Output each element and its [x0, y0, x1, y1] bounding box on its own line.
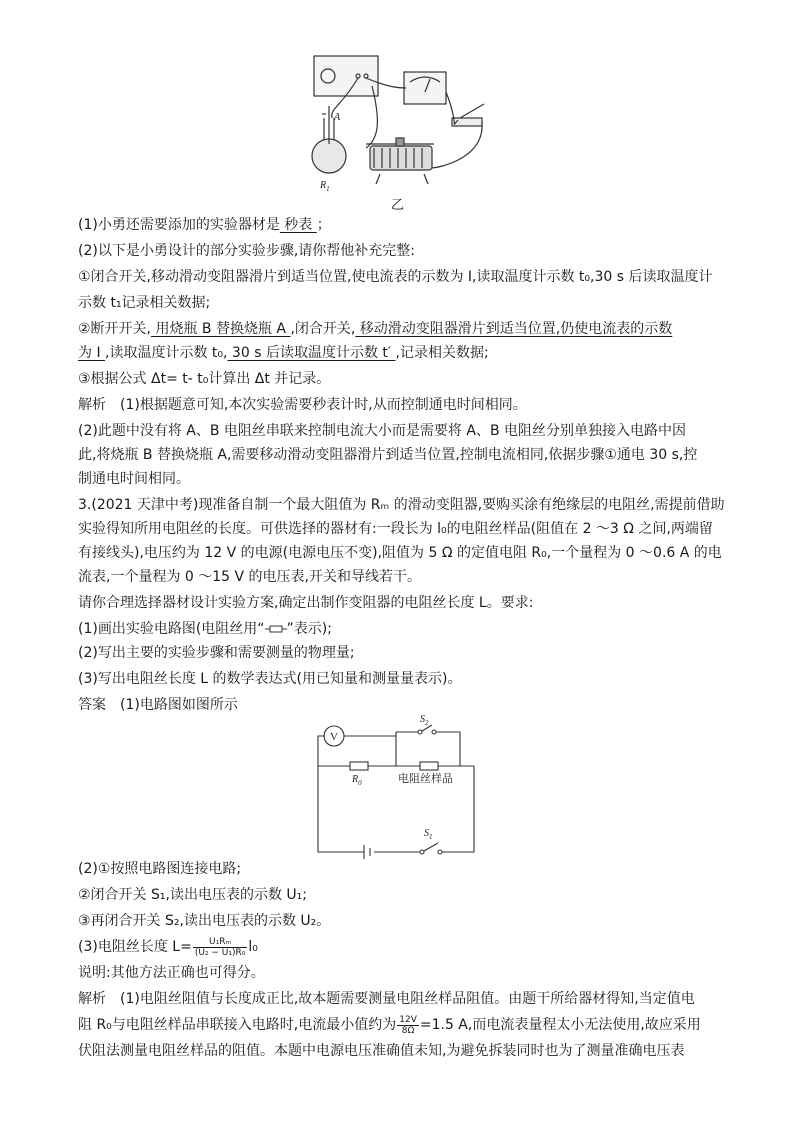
analysis-line: 解析 (1)根据题意可知,本次实验需要秒表计时,从而控制通电时间相同。: [78, 397, 527, 413]
problem3-line: 3.(2021 天津中考)现准备自制一个最大阻值为 Rₘ 的滑动变阻器,要购买涂有绝缘层的电阻丝,需提前借助: [78, 497, 725, 513]
s1-label: $S_1$: [424, 828, 433, 841]
problem3-line: 有接线头),电压约为 12 V 的电源(电源电压不变),阻值为 5 Ω 的定值电阻 R₀,一个量程为 0 ～0.6 A 的电: [78, 545, 722, 561]
requirement-item: (1)画出实验电路图(电阻丝用“ ”表示);: [78, 621, 332, 637]
voltmeter-label: V: [330, 731, 338, 743]
sample-label: 电阻丝样品: [398, 772, 453, 785]
s2-label: $S_2$: [420, 714, 429, 727]
current-fraction: $\frac{12V}{8\Omega}$: [399, 1014, 417, 1036]
problem3-line: 实验得知所用电阻丝的长度。可供选择的器材有:一段长为 l₀的电阻丝样品(阻值在 2 ～3 Ω 之间,两端留: [78, 521, 713, 537]
formula-line: (3)电阻丝长度 L= $\frac{\text{U₁Rₘ}}{\text{(U₂ − U₁)R₀}}$ l₀: [78, 936, 258, 958]
step3-line: ③根据公式 Δt= t- t₀计算出 Δt 并记录。: [78, 371, 331, 387]
answer-step: ③再闭合开关 S₂,读出电压表的示数 U₂。: [78, 913, 331, 929]
q1-line: (1)小勇还需要添加的实验器材是 秒表 ；: [78, 217, 331, 233]
q2-line: (2)以下是小勇设计的部分实验步骤,请你帮他补充完整:: [78, 243, 415, 259]
resistor-symbol-icon: [265, 624, 287, 634]
answer-step: ②闭合开关 S₁,读出电压表的示数 U₁;: [78, 887, 307, 903]
answer-blank: 秒表: [279, 217, 317, 233]
analysis-line: 伏阻法测量电阻丝样品的阻值。本题中电源电压准确值未知,为避免拆装同时也为了测量准确电压表: [78, 1043, 685, 1059]
answer-heading: 答案 (1)电路图如图所示: [78, 697, 238, 713]
problem3-line: 流表,一个量程为 0 ～15 V 的电压表,开关和导线若干。: [78, 569, 421, 585]
r0-label: $R_0$: [352, 774, 362, 787]
step2-line: ②断开开关, 用烧瓶 B 替换烧瓶 A ,闭合开关, 移动滑动变阻器滑片到适当位置,仍使电流表的示数: [78, 321, 673, 337]
step1-line-cont: 示数 t₁记录相关数据;: [78, 295, 211, 311]
analysis-line: 阻 R₀与电阻丝样品串联接入电路时,电流最小值约为 $\frac{12V}{8\Omega}$ =1.5 A,而电流表量程太小无法使用,故应采用: [78, 1014, 701, 1036]
requirement-item: (3)写出电阻丝长度 L 的数学表达式(用已知量和测量量表示)。: [78, 671, 462, 687]
answer-blank: 用烧瓶 B 替换烧瓶 A: [151, 321, 291, 337]
step1-line: ①闭合开关,移动滑动变阻器滑片到适当位置,使电流表的示数为 I,读取温度计示数 t₀,30 s 后读取温度计: [78, 269, 713, 285]
formula-fraction: $\frac{\text{U₁Rₘ}}{\text{(U₂ − U₁)R₀}}$: [194, 936, 246, 958]
answer-blank: 30 s 后读取温度计示数 t′: [227, 345, 396, 361]
answer-step: (2)①按照电路图连接电路;: [78, 861, 242, 877]
analysis-line: 制通电时间相同。: [78, 471, 190, 487]
analysis-line: (2)此题中没有将 A、B 电阻丝串联来控制电流大小而是需要将 A、B 电阻丝分别单独接入电路中因: [78, 423, 686, 439]
apparatus-figure: [300, 48, 500, 208]
analysis-line: 解析 (1)电阻丝阻值与长度成正比,故本题需要测量电阻丝样品阻值。由题干所给器材得知,当定值电: [78, 991, 695, 1007]
figure-caption: 乙: [391, 198, 405, 213]
answer-blank: 移动滑动变阻器滑片到适当位置,仍使电流表的示数: [355, 321, 673, 337]
analysis-line: 此,将烧瓶 B 替换烧瓶 A,需要移动滑动变阻器滑片到适当位置,控制电流相同,依据步骤①通电 30 s,控: [78, 447, 698, 463]
label-r1: $R_1$: [320, 180, 330, 193]
circuit-diagram: [300, 712, 490, 862]
note-line: 说明:其他方法正确也可得分。: [78, 965, 265, 981]
requirement-line: 请你合理选择器材设计实验方案,确定出制作变阻器的电阻丝长度 L。要求:: [78, 595, 534, 611]
label-a: A: [334, 112, 341, 123]
answer-blank: 为 I: [78, 345, 106, 361]
step2-line-cont: 为 I ,读取温度计示数 t₀, 30 s 后读取温度计示数 t′ ,记录相关数据;: [78, 345, 489, 361]
requirement-item: (2)写出主要的实验步骤和需要测量的物理量;: [78, 645, 355, 661]
